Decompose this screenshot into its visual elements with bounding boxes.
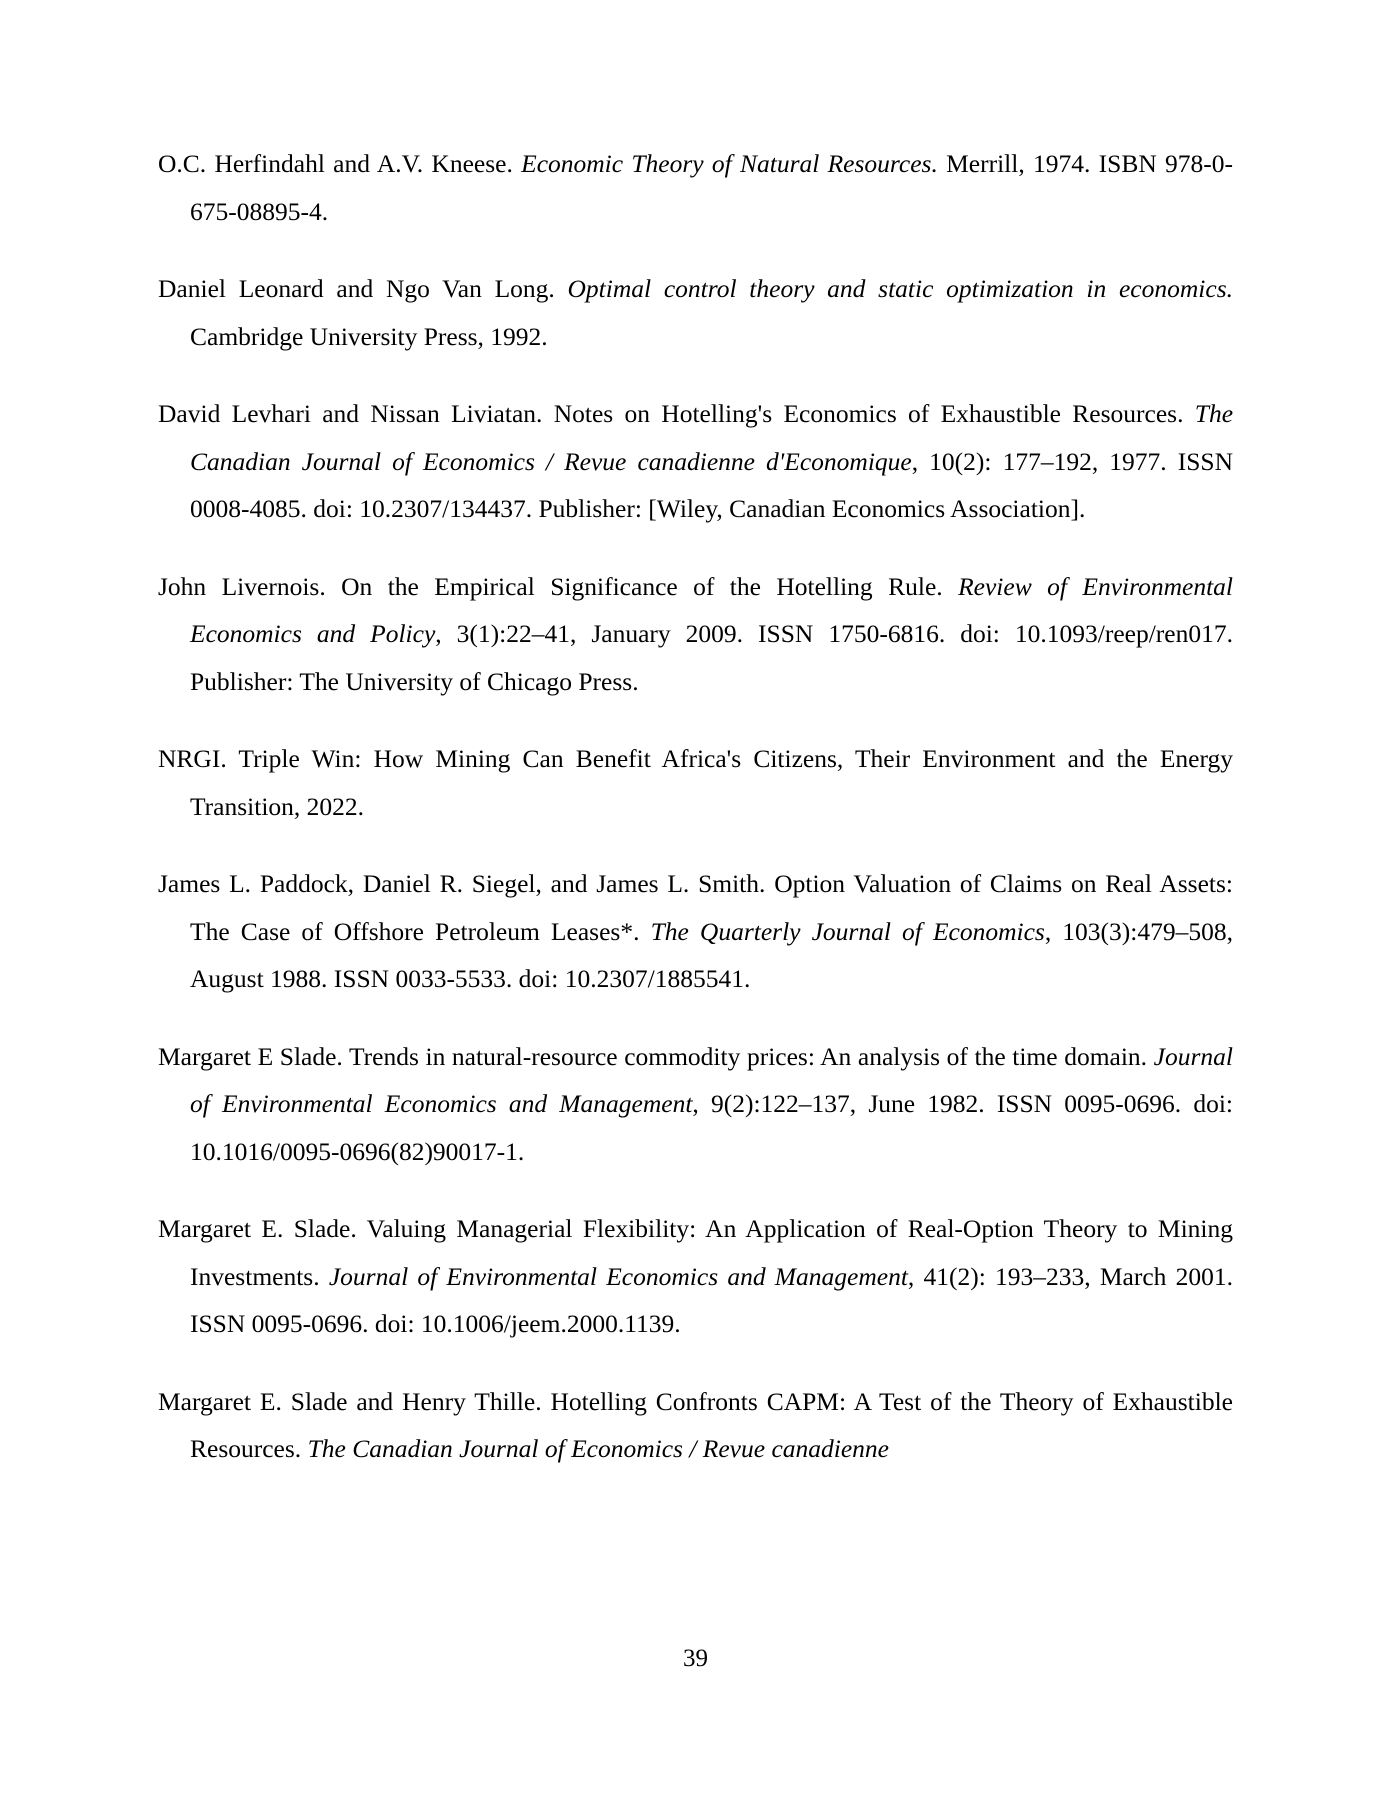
bibliography-entry [158,563,1233,706]
entry-tail: , 103(3):479–508, August 1988. ISSN 0033-5533. doi: 10.2307/1885541. [190,916,1233,993]
entry-authors: John Livernois. [158,571,326,601]
page-number: 39 [683,1645,708,1672]
entry-title: Triple Win: How Mining Can Benefit Africa's Citizens, Their Environment and the Energy Transition, 2022. [190,744,1233,821]
entry-authors: David Levhari and Nissan Liviatan. [158,399,543,428]
bibliography-entry [158,140,1233,235]
entry-journal-italic: Review of Environmental Economics and Policy [190,571,1233,648]
bibliography-entry [158,1378,1233,1473]
entry-tail: , 9(2):122–137, June 1982. ISSN 0095-0696. doi: 10.1016/0095-0696(82)90017-1. [190,1089,1233,1166]
bibliography-entry [158,265,1233,360]
entry-title: Hotelling Confronts CAPM: A Test of the Theory of Exhaustible Resources. [190,1386,1234,1463]
entry-authors: Margaret E. Slade. [158,1214,357,1243]
entry-journal-italic: The Canadian Journal of Economics / Revue canadienne [307,1434,889,1463]
entry-title: On the Empirical Significance of the Hotelling Rule. [341,571,943,601]
entry-tail: , 41(2): 193–233, March 2001. ISSN 0095-0696. doi: 10.1006/jeem.2000.1139. [190,1261,1234,1338]
entry-tail: Cambridge University Press, 1992. [190,321,548,351]
bibliography-entry [158,860,1233,1003]
bibliography-entry [158,735,1233,830]
entry-title: Valuing Managerial Flexibility: An Application of Real-Option Theory to Mining Investments. [190,1214,1233,1291]
bibliography-entry [158,1205,1233,1348]
entry-title-italic: Economic Theory of Natural Resources. [521,149,938,178]
entry-journal-italic: The Quarterly Journal of Economics [650,916,1045,946]
entry-tail: Merrill, 1974. ISBN 978-0-675-08895-4. [190,149,1234,226]
entry-title-italic: Optimal control theory and static optimization in economics. [567,274,1233,303]
entry-authors: Daniel Leonard and Ngo Van Long. [158,274,555,303]
entry-authors: Margaret E Slade. [158,1041,343,1071]
entry-authors: Margaret E. Slade and Henry Thille. [158,1386,542,1416]
bibliography-entry [158,1033,1233,1176]
entry-title: Option Valuation of Claims on Real Assets: The Case of Offshore Petroleum Leases*. [190,869,1234,946]
bibliography-list [158,140,1233,1473]
entry-authors: O.C. Herfindahl and A.V. Kneese. [158,149,513,178]
entry-journal-italic: The Canadian Journal of Economics / Revue canadienne d'Economique [190,399,1234,476]
entry-authors: James L. Paddock, Daniel R. Siegel, and James L. Smith. [158,869,766,898]
entry-authors: NRGI. [158,744,227,773]
entry-journal-italic: Journal of Environmental Economics and Management [190,1041,1233,1118]
entry-title: Notes on Hotelling's Economics of Exhaustible Resources. [553,399,1184,428]
bibliography-entry [158,390,1233,533]
entry-journal-italic: Journal of Environmental Economics and Management [328,1261,908,1291]
entry-title: Trends in natural-resource commodity prices: An analysis of the time domain. [348,1041,1148,1071]
entry-tail: , 3(1):22–41, January 2009. ISSN 1750-6816. doi: 10.1093/reep/ren017. Publisher: The University of Chicago Press. [190,619,1233,696]
entry-tail: , 10(2): 177–192, 1977. ISSN 0008-4085. doi: 10.2307/134437. Publisher: [Wiley, Canadian Economics Association]. [190,446,1233,523]
